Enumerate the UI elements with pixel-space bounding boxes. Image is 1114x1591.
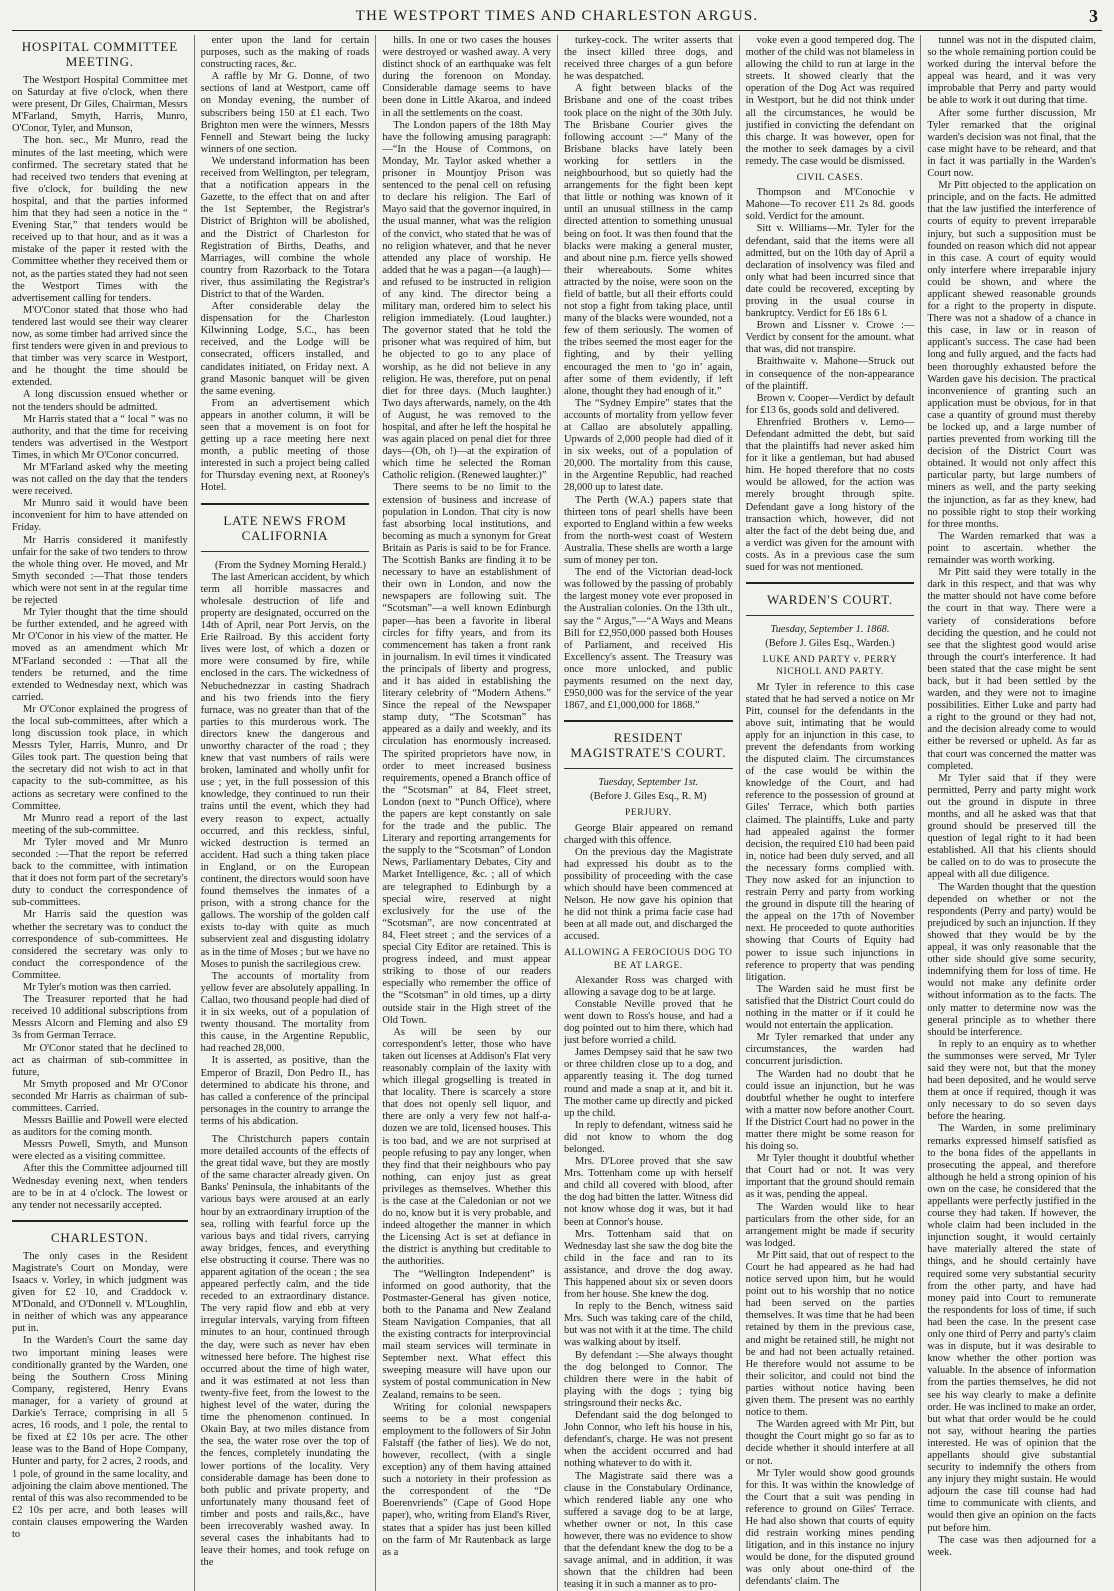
civil-heading: CIVIL CASES. bbox=[746, 172, 915, 184]
paragraph: The end of the Victorian dead-lock was followed by the passing of probably the largest money vote ever proposed in the Australian colonies. On the 13th ult., say the “ Argus,”—“A Ways and Means Bill for £2,950,000 passed both Houses of Parliament, and received His Excellency's assent. The Treasury was once more unlocked, and public payments resumed on the next day, £950,000 was for the service of the year 1867, and £1,000,000 for 1868.” bbox=[564, 567, 733, 712]
divider bbox=[746, 615, 915, 616]
paragraph: The Warden would like to hear particulars from the other side, for an arrangement might be made if security was lodged. bbox=[746, 1202, 915, 1250]
paragraph: Mr Harris considered it manifestly unfair for the sake of two tenders to throw the whole thing over. He moved, and Mr Smyth seconded :—That those tenders which were not sent in at the regular time be rejected bbox=[12, 535, 188, 608]
resident-bench: (Before J. Giles Esq., R. M) bbox=[564, 791, 733, 803]
paragraph: In reply to defendant, witness said he did not know to whom the dog belonged. bbox=[564, 1120, 733, 1156]
paragraph: Defendant said the dog belonged to John Connor, who left his house in his, defendant's, charge. He was not present when the accident occurred and had nothing whatever to do with it. bbox=[564, 1410, 733, 1470]
paragraph: The Magistrate said there was a clause in the Constabulary Ordinance, which rendered liable any one who suffered a savage dog to be at large, whether owner or not, In this case however, there was no evidence to show that the defendant knew the dog to be a savage animal, and in addition, it was shown that the children had been teasing it in such a manner as to pro- bbox=[564, 1471, 733, 1591]
warden-heading: WARDEN'S COURT. bbox=[746, 592, 915, 607]
paragraph: Thompson and M'Conochie v Mahone—To recover £11 2s 8d. goods sold. Verdict for the amount. bbox=[746, 187, 915, 223]
paragraph: After considerable delay the dispensation for the Charleston Kilwinning Lodge, S.C., has been received, and the Lodge will be consecrated, officers installed, and candidates initiated, on Friday next. A grand Masonic banquet will be given the same evening. bbox=[201, 301, 370, 398]
paragraph: Brown and Lissner v. Crowe :—Verdict by consent for the amount. what that was, did not transpire. bbox=[746, 320, 915, 356]
paragraph: Mr Harris stated that a “ local ” was no authority, and that the time for receiving tenders was advertised in the Westport Times, in which Mr O'Conor concurred. bbox=[12, 414, 188, 462]
paragraph: As will be seen by our correspondent's letter, those who have taken out licenses at Addison's Flat very reasonably complain of the laxity with which illegal grogselling is treated in that locality. There is scarcely a store that does not openly sell liquor, and there are only a very few not half-a-dozen we are told, licensed houses. This is too bad, and we are not surprised at people refusing to pay any longer, when they find that their neighbours who pay nothing, can enjoy just as great privileges as themselves. Whether this is the case at the Caledonian or not we do no, know but it is very probable, and indeed altogether the manner in which the Licensing Act is set at defiance in the district is anything but creditable to the authorities. bbox=[382, 1027, 551, 1269]
paragraph: Constable Neville proved that he went down to Ross's house, and had a dog pointed out to him there, which had just before worried a child. bbox=[564, 999, 733, 1047]
paragraph: Mr Tyler remarked that under any circumstances, the warden had concurrent jurisdiction. bbox=[746, 1032, 915, 1068]
perjury-body bbox=[564, 823, 733, 944]
paragraph: Writing for colonial newspapers seems to be a most congenial employment to the followers of Sir John Falstaff (the father of lies). We do not, however, recollect, (with a single exception) any of them having attained such a notoriety in their profession as the correspondent of the “De Boerenvriends” (Cape of Good Hope paper), who, writing from Eland's River, states that a spider has just been killed on the farm of Mr Rautenback as large as a bbox=[382, 1402, 551, 1559]
column-6 bbox=[920, 35, 1102, 1591]
warden-date: Tuesday, September 1. 1868. bbox=[746, 624, 915, 636]
paragraph: Sitt v. Williams—Mr. Tyler for the defendant, said that the items were all admitted, but on the 10th day of April a declaration of insolvency was filed and only what had been incurred since that date could be recovered, excepting by proving in the usual course in bankruptcy. Verdict for £6 18s 6 l. bbox=[746, 223, 915, 320]
paragraph: Mr Pitt said, that out of respect to the Court he had appeared as he had had notice served upon him, but he would point out to his worship that no notice had been served on the parties themselves. It was time that he had been retained by them in the previous case, and might be retained still, he might not be and had not been actually retained. He therefore would not assume to be their solicitor, and could not bind the parties without notice having been given them. The present was no earthly notice to them. bbox=[746, 1250, 915, 1419]
paragraph: The last American accident, by which term all horrible massacres and wholesale destruction of life and property are designated, occurred on the 14th of April, near Port Jervis, on the Erie Railroad. By this accident forty lives were lost, of which a dozen or more were consumed by fire, while enclosed in the cars. The wickedness of Nebuchednezzar in casting Shadrach and his two friends into the fiery furnace, was no greater than that of the parties to this murderous work. The directors knew the dangerous and unworthy character of the road ; they knew that vast numbers of rails were broken, laminated and wholly unfit for use ; yet, in the full possession of this knowledge, they continued to run their trains until the event, which they had every reason to expect, actually occurred, and this reckless, sinful, wicked destruction is termed an accident. Had such a thing taken place in England, or on the European continent, the directors would soon have found themselves the inmates of a prison, with a strong chance for the gallows. The worship of the golden calf exists to-day with quite as much subservient zeal and disgusting idolatry as in the time of Moses ; but we have no Moses to punish the sacrilegious crew. bbox=[201, 572, 370, 971]
paragraph: Mr Smyth proposed and Mr O'Conor seconded Mr Harris as chairman of sub-committees. Carried. bbox=[12, 1079, 188, 1115]
paragraph: Brown v. Cooper—Verdict by default for £13 6s, goods sold and delivered. bbox=[746, 393, 915, 417]
paragraph: The Warden agreed with Mr Pitt, but thought the Court might go so far as to decide whether it should interfere at all or not. bbox=[746, 1419, 915, 1467]
paragraph: Messrs Powell, Smyth, and Munson were elected as a visiting committee. bbox=[12, 1139, 188, 1163]
california-source: (From the Sydney Morning Herald.) bbox=[201, 560, 370, 572]
paragraph: We understand information has been received from Wellington, per telegram, that a notification appears in the Gazette, to the effect that on and after the 1st September, the Registrar's District of Brighton will be abolished, and the District of Charleston for Registration of Births, Deaths, and Marriages, will combine the whole country from Razorback to the Totara river, thus assimilating the Registrar's District to that of the Warden. bbox=[201, 156, 370, 301]
paragraph: The Warden said he must first be satisfied that the District Court could do nothing in the matter or if it could he would not entertain the application. bbox=[746, 984, 915, 1032]
col6-body bbox=[927, 35, 1096, 1559]
hospital-heading: HOSPITAL COMMITTEE MEETING. bbox=[12, 39, 188, 69]
paragraph: The Warden, in some preliminary remarks expressed himself satisfied as to the bona fides of the appellants in prosecuting the appeal, and therefore although he held a strong opinion of his own on the case, he considered that the appellants were perfectly justified in the course they had taken. If however, the whole claim had been included in the injunction sought, it would certainly have materially altered the state of things, and he should certainly have required some very substantial security from the other party, and have had money paid into Court to remunerate the respondents for loss of time, if such had been the case. In the present case only one third of Perry and party's claim was in dispute, but it was desirable to know whether the other portion was valuable. In the absence of information from the parties themselves, he did not see his way clearly to make a definite order. He was inclined to make an order, but what that order would be he could not say, without hearing the parties interested. He was of opinion that the appellants should give substantial security to indemnify the others from any injury they might sustain. He would adjourn the case till counse had had time to communicate with clients, and would then give an opinion on the facts put before him. bbox=[927, 1123, 1096, 1534]
paragraph: The Treasurer reported that he had received 10 additional subscriptions from Messrs Alcorn and Fleming and also £9 3s from German Terrace. bbox=[12, 994, 188, 1042]
paragraph: Mr Harris said the question was whether the secretary was to conduct the correspondence of sub-committees. He considered the secretary was only to conduct the correspondence of the Committee. bbox=[12, 909, 188, 982]
warden-body bbox=[746, 682, 915, 1589]
paragraph: The hon. sec., Mr Munro, read the minutes of the last meeting, which were confirmed. The secretary stated that he had received two tenders that evening at five o'clock, for building the new hospital, and that the parties informed him that they had seen a notice in the “ Evening Star,” that tenders would be received up to that hour, and as it was a mistake of the paper it rested with the Committee whether they received them or not, as the parties stated they had not seen the Westport Times with the advertisement calling for tenders. bbox=[12, 135, 188, 304]
paragraph: Mr Pitt objected to the application on principle, and on the facts. He admitted that the law justified the interference of courts of equity to prevent irreparable injury, but such a supposition must be founded on reason which did not appear in this case. A court of equity would only interfere where irreparable injury could be shown, and where the applicant shewed reasonable grounds for a right to the property in dispute. There was not a shadow of a chance in this case, in law or in reason of applicant's success. The case had been long and fully argued, and the facts had been thoroughly exhausted before the Warden gave his decision. The practical inconvenience of granting such an application must be obvious, for in that case a quantity of ground must thereby be locked up, and a large number of parties prevented from working till the decision of the District Court was obtained. It would not only affect this particular party, but large numbers of miners as well, and the party seeking the injunction, as far as they knew, had no possible right to stop their working for three months. bbox=[927, 180, 1096, 531]
paragraph: The “Sydney Empire” states that the accounts of mortality from yellow fever at Callao are absolutely appalling. Upwards of 2,000 people had died of it in six weeks, out of a population of 20,000. The mortality from this cause, in the Argentine Republic, had reached 28,000 up to latest date. bbox=[564, 398, 733, 495]
paragraph: James Dempsey said that he saw two or three children close up to a dog, and apparently teasing it. The dog turned round and made a snap at it, and bit it. The mother came up directly and picked up the child. bbox=[564, 1047, 733, 1120]
paragraph: The Perth (W.A.) papers state that thirteen tons of pearl shells have been exported to England within a few weeks from the north-west coast of Western Australia. These shells are worth a large sum of money per ton. bbox=[564, 495, 733, 568]
paragraph: Mr O'Conor stated that he declined to act as chairman of sub-committee in future, bbox=[12, 1043, 188, 1079]
charleston-heading: CHARLESTON. bbox=[12, 1230, 188, 1245]
paragraph: There seems to be no limit to the extension of business and increase of population in London. That city is now fast absorbing local institutions, and becoming as much a synonym for Great Britain as Paris is said to be for France. The Scottish Banks are finding it to be necessary to have an establishment of their own in London, and now the newspapers are following suit. The “Scotsman”—a well known Edinburgh paper—has been a favorite in liberal circles for fifty years, and from its commencement has taken a front rank in journalism. In evil times it vindicated the principals of liberty and progress, and it has aided in establishing the literary celebrity of “Modern Athens.” Since the repeal of the Newspaper stamp duty, “The Scotsman” has appeared as a daily and weekly, and its circulation has enormously increased. The spirited proprietors have now, in order to meet increased business requirements, opened a Branch office of the “Scotsman” at 84, Fleet street, London (next to “Punch Office), where the papers are kept constantly on sale for the trade and the public. The Literary and reporting arrangements for the supply to the “Scotsman” of London News, Parliamentary Debates, City and Market Intelligence, &c. ; all of which are telegraphed to Edinburgh by a special wire, reserved at night exclusively for the use of the “Scotsman”, are now concentrated at 84, Fleet street ; and the services of a special City Editor are retained. This is progress indeed, and must appear striking to those of our readers especially who remember the office of the “Scotsman” in old times, up a dirty outside stair in the High street of the Old Town. bbox=[382, 482, 551, 1026]
paragraph: The Westport Hospital Committee met on Saturday at five o'clock, when there were present, Dr Giles, Chairman, Messrs M'Farland, Smyth, Harris, Munro, O'Conor, Tyler, and Munson, bbox=[12, 75, 188, 135]
paragraph: Mr Tyler said that if they were permitted, Perry and party might work out the ground in dispute in three months, and all he asked was that that ground should be preserved till the question of legal right to it had been established. All that his clients should be called on to do was to prosecute the appeal with all due diligence. bbox=[927, 773, 1096, 882]
paragraph: Mr Tyler's motion was then carried. bbox=[12, 982, 188, 994]
divider bbox=[564, 768, 733, 769]
col2-top-body bbox=[201, 35, 370, 495]
paragraph: After some further discussion, Mr Tyler remarked that the original warden's decision was not final, that the case might have to be reheard, and that in fact it was partially in the Warden's Court now. bbox=[927, 108, 1096, 181]
warden-bench: (Before J. Giles Esq., Warden.) bbox=[746, 638, 915, 650]
hospital-body bbox=[12, 75, 188, 1212]
divider bbox=[201, 503, 370, 505]
paragraph: It is asserted, as positive, than the Emperor of Brazil, Don Pedro II., has determined to abdicate his throne, and has called a conference of the principal personages in the country to arrange the terms of his abdication. bbox=[201, 1055, 370, 1128]
california-heading: LATE NEWS FROM CALIFORNIA bbox=[201, 513, 370, 543]
paragraph: By defendant :—She always thought the dog belonged to Connor. The children there were in the habit of playing with the dogs ; tying big stringsround their necks &c. bbox=[564, 1350, 733, 1410]
paragraph: Mr O'Conor explained the progress of the local sub-committees, after which a long discussion took place, in which Messrs Tyler, Harris, Munro, and Dr Giles took part. The question being that the secretary did not wish to act in that capacity to the sub-committee, as his actions as secretary were confined to the Committee. bbox=[12, 704, 188, 813]
paragraph: A long discussion ensued whether or not the tenders should be admitted. bbox=[12, 389, 188, 413]
paragraph: In reply to an enquiry as to whether the summonses were served, Mr Tyler said they were not, but that the money had been deposited, and he would serve them at once if required, though it was only necessary to do so seven days before the hearing. bbox=[927, 1039, 1096, 1124]
paragraph: The only cases in the Resident Magistrate's Court on Monday, were Isaacs v. Vorley, in which judgment was given for £2 10, and Craddock v. M'Donald, and O'Donnell v. M'Loughlin, in neither of which was any appearance put in. bbox=[12, 1251, 188, 1336]
paragraph: Mr Munro read a report of the last meeting of the sub-committee. bbox=[12, 813, 188, 837]
paragraph: After this the Committee adjourned till Wednesday evening next, when tenders are to be in at 4 o'clock. The lowest or any tender not necessarily accepted. bbox=[12, 1163, 188, 1211]
paragraph: The Warden thought that the question depended on whether or not the respondents (Perry and party) would be prejudiced by such an injunction. If they showed that they would be by the appeal, it was only reasonable that the other side should give some security, indemnifying them for loss of time. He would not make any definite order without information as to the facts. The only matter to determine now was the general principle as to whether there should be interference. bbox=[927, 882, 1096, 1039]
christchurch-body bbox=[201, 1134, 370, 1569]
divider bbox=[201, 551, 370, 552]
paragraph: Mrs. D'Loree proved that she saw Mrs. Tottenham come up with herself and child all covered with blood, after the dog had bitten the latter. Witness did not know whose dog it was, but it had been at Connor's house. bbox=[564, 1156, 733, 1229]
resident-heading: RESIDENT MAGISTRATE'S COURT. bbox=[564, 730, 733, 760]
paragraph: Mrs. Tottenham said that on Wednesday last she saw the dog bite the child in the face and ran to its assistance, and drove the dog away. This happened about six or seven doors from her house. She knew the dog. bbox=[564, 1229, 733, 1302]
paragraph: George Blair appeared on remand charged with this offence. bbox=[564, 823, 733, 847]
column-4 bbox=[557, 35, 739, 1591]
paragraph: Mr M'Farland asked why the meeting was not called on the day that the tenders were received. bbox=[12, 462, 188, 498]
paragraph: Mr Tyler thought that the time should be further extended, and he agreed with Mr O'Conor in his view of the matter. He moved as an amendment which Mr M'Farland seconded : —That all the tenders be returned, and the time extended to Wednesday next, which was carried. bbox=[12, 607, 188, 704]
paragraph: Mr Pitt said they were totally in the dark in this respect, and that was why the matter should not have come before the court in that way. There were a variety of considerations before deciding the question, and he could not see that the slightest good would arise through the court's interference. It had been stated that the case might be sent back, but it had been settled by the warden, and they were not to imagine possibilities. Either Luke and party had a right to the ground or they had not, and the decision already come to would either be reversed or upheld. As far as that court was concerned the matter was completed. bbox=[927, 567, 1096, 773]
newspaper-title: THE WESTPORT TIMES AND CHARLESTON ARGUS. bbox=[12, 8, 1102, 25]
paragraph: The London papers of the 18th May have the following amusing paragraph: —“In the House of Commons, on Monday, Mr. Taylor asked whether a prisoner in Mountjoy Prison was sentenced to the penal cell on refusing to declare his religion. The Earl of Mayo said that the governor inquired, in the usual manner, what was the religion of the convict, who stated that he was of no religion whatever, and that he never attended any place of worship. He added that he was a pagan—(a laugh)—and refused to be instructed in religion of any kind. The director being a military man, ordered him to select his religion immediately. (Loud laughter.) The governor stated that he told the prisoner what was required of him, but he objected to go to any place of worship, as he did not believe in any religion. He was, therefore, put on penal diet for three days. (Much laughter.) Two days afterwards, namely, on the 4th of August, he was removed to the hospital, and after he left the hospital he was again placed on penal diet for three days—(Oh, oh !)—at the expiration of which time he selected the Roman Catholic religion. (Renewed laughter.)” bbox=[382, 120, 551, 483]
paragraph: tunnel was not in the disputed claim, so the whole remaining portion could be worked during the interval before the appeal was heard, and it was very improbable that Perry and party would be able to work it out during that time. bbox=[927, 35, 1096, 108]
paragraph: Mr Munro said it would have been inconvenient for him to have attended on Friday. bbox=[12, 498, 188, 534]
col5-top-body bbox=[746, 35, 915, 168]
paragraph: Mr Tyler thought it doubtful whether that Court had or not. It was very important that the ground should remain as it was, pending the appeal. bbox=[746, 1153, 915, 1201]
paragraph: From an advertisement which appears in another column, it will be seen that a movement is on foot for getting up a race meeting here next month, a public meeting of those interested in such a project being called for Thursday evening next, at Rooney's Hotel. bbox=[201, 398, 370, 495]
masthead bbox=[12, 6, 1102, 31]
paragraph: A raffle by Mr G. Donne, of two sections of land at Westport, came off on Monday evening, the number of subscribers being 150 at £1 each. Two Brighton men were the winners, Messrs Fennell and Stewart being the lucky winners of one section. bbox=[201, 71, 370, 156]
page-number: 3 bbox=[1089, 6, 1098, 27]
paragraph: In reply to the Bench, witness said Mrs. Such was taking care of the child, but was not with it at the time. The child was walking about by itself. bbox=[564, 1301, 733, 1349]
paragraph: The “Wellington Independent” is informed on good authority, that the Postmaster-General has given notice, both to the Panama and New Zealand Steam Navigation Companies, that all the existing contracts for interprovincial mail steam services will terminate in September next. What effect this sweeping measure will have upon our system of postal communication in New Zealand, remains to be seen. bbox=[382, 1269, 551, 1402]
paragraph: enter upon the land for certain purposes, such as the making of roads constructing races, &c. bbox=[201, 35, 370, 71]
paragraph: voke even a good tempered dog. The mother of the child was not blameless in allowing the child to run at large in the streets. It showed clearly that the operation of the Dog Act was required in Westport, but he did not think under all the circumstances, he would be justified in convicting the defendant on this charge. It was however, open for the mother to seek damages by a civil remedy. The case would be dismissed. bbox=[746, 35, 915, 168]
col3-body bbox=[382, 35, 551, 1559]
column-3 bbox=[375, 35, 557, 1591]
paragraph: Ehrenfried Brothers v. Lemo—Defendant admitted the debt, but said that the plaintiffs had never asked him for it like a gentleman, but had abused him. He hoped therefore that no costs would be allowed, for the action was merely brought through spite. Defendant gave a long history of the transaction which, however, did not alter the fact of the debt being due, and a verdict was given for the amount with costs. As in a previous case the sum sued for was not mentioned. bbox=[746, 417, 915, 574]
paragraph: Alexander Ross was charged with allowing a savage dog to be at large. bbox=[564, 975, 733, 999]
divider bbox=[564, 720, 733, 722]
column-1 bbox=[12, 35, 194, 1591]
column-2 bbox=[194, 35, 376, 1591]
dog-heading: ALLOWING A FEROCIOUS DOG TO BE AT LARGE. bbox=[564, 947, 733, 971]
paragraph: The Christchurch papers contain more detailed accounts of the effects of the great tidal wave, but they are mostly of the same character already given. On Banks' Peninsula, the inhabitants of the various bays were aroused at an early hour by an extraordinary irruption of the sea, rolling with fearful force up the various bays and tidal rivers, carrying away bridges, fences, and everything else obstructing it course. There was no apparent agitation of the ocean ; the sea appeared perfectly calm, and the tide receded to an extraordinary distance. The very rapid flow and ebb at very irregular intervals, varying from fifteen minutes to an hour, continued through the day, were such as never hav eben witnessed here before. The highest rise occurred about the time of high water, and it was estimated at not less than twenty-five feet, from the lowest to the highest level of the water, during the time the phenomenon continued. In Okain Bay, at two miles distance from the sea, the water rose over the top of the fences, completely inundating the lower portions of the locality. Very considerable damage has been done to both public and private property, and unfortunately many thousand feet of timber and posts and rails,&c., have been irrecoverably washed away. In several cases the inhabitants had to leave their homes, and took refuge on the bbox=[201, 1134, 370, 1569]
paragraph: M'O'Conor stated that those who had tendered last would see their way clearer now, as some timber had arrived since the first tenders were given in and previous to that timber was very scarce in Westport, and he thought the time should be extended. bbox=[12, 305, 188, 390]
perjury-heading: PERJURY. bbox=[564, 807, 733, 819]
warden-parties: LUKE AND PARTY v. PERRY NICHOLL AND PARTY. bbox=[746, 654, 915, 678]
paragraph: The case was then adjourned for a week. bbox=[927, 1535, 1096, 1559]
paragraph: Mr Tyler would show good grounds for this. It was within the knowledge of the Court that a suit was pending in reference to ground on Giles' Terrace. He had also shown that courts of equity did restrain working mines pending litigation, and in this instance no injury would be done, for the disputed ground was only about one-third of the defendants' claim. The bbox=[746, 1468, 915, 1589]
paragraph: The Warden remarked that was a point to ascertain. whether the remainder was worth working. bbox=[927, 531, 1096, 567]
divider bbox=[12, 1220, 188, 1222]
paragraph: The accounts of mortality from yellow fever are absolutely appalling. In Callao, two thousand people had died of it in six weeks, out of a population of twenty thousand. The mortality from this cause, in the Argentine Republic, had reached 28,000. bbox=[201, 971, 370, 1056]
paragraph: Braithwaite v. Mahone—Struck out in consequence of the non-appearance of the plaintiff. bbox=[746, 356, 915, 392]
col4-top-body bbox=[564, 35, 733, 712]
dog-body bbox=[564, 975, 733, 1591]
paragraph: Mr Tyler moved and Mr Munro seconded :—That the report be referred back to the committee, with intimation that it does not form part of the secretary's duty to conduct the correspondence of sub-committees. bbox=[12, 837, 188, 910]
resident-date: Tuesday, September 1st. bbox=[564, 777, 733, 789]
civil-body bbox=[746, 187, 915, 574]
paragraph: On the previous day the Magistrate had expressed his doubt as to the possibility of proceeding with the case which should have been commenced at Nelson. He now gave his opinion that he did not think a prima facie case had been at all made out, and discharged the accused. bbox=[564, 847, 733, 944]
charleston-body bbox=[12, 1251, 188, 1541]
column-5 bbox=[739, 35, 921, 1591]
paragraph: The Warden had no doubt that he could issue an injunction, but he was doubtful whether he ought to interfere with a matter now before another Court. If the District Court had no power in the matter there might be some reason for his doing so. bbox=[746, 1069, 915, 1154]
paragraph: Messrs Baillie and Powell were elected as auditors for the coming month. bbox=[12, 1115, 188, 1139]
paragraph: turkey-cock. The writer asserts that the insect killed three dogs, and received three charges of a gun before he was despatched. bbox=[564, 35, 733, 83]
paragraph: A fight between blacks of the Brisbane and one of the coast tribes took place on the night of the 30th July. The Brisbane Courier gives the following account :—“ Many of the Brisbane blacks have lately been working for settlers in the neighbourhood, but so quietly had the arrangements for the fight been kept that little or nothing was known of it until an unusual stillness in the camp directed attention to something unusual being on foot. It was then found that the blacks were making a general muster, and about nine p.m. fierce yells showed their whereabouts. Some whites attracted by the noise, were soon on the field of battle, but all their efforts could not stop a fight from taking place, until many of the blacks were wounded, not a few of them seriously. The women of the tribes seemed the most eager for the fighting, and by their yelling encouraged the men to ‘go in’ again, after some of them evidently, if left alone, thought they had enough of it.” bbox=[564, 83, 733, 397]
paragraph: Mr Tyler in reference to this case stated that he had served a notice on Mr Pitt, counsel for the defendants in the above suit, intimating that he would apply for an injunction in this case, to prevent the defendants from working the disputed claim. The circumstances of the case would be within the knowledge of the Court, and had reference to the possession of ground at Giles' Terrace, which both parties claimed. The plaintiffs, Luke and party had appealed against the former decision, the required £10 had been paid in, notice had been duly served, and all the necessary forms complied with. They now asked for an injunction to restrain Perry and party from working the ground in dispute till the hearing of the appeal on the 17th of November next. He proceeded to quote authorities showing that Courts of Equity had power to issue such injunctions in reference to property that was pending litigation. bbox=[746, 682, 915, 984]
divider bbox=[746, 582, 915, 584]
columns bbox=[12, 35, 1102, 1397]
paragraph: In the Warden's Court the same day two important mining leases were conditionally granted by the Warden, one being the Southern Cross Mining Company, registered, Henry Evans manager, for a variety of ground at Darkie's Terrace, comprising in all 5 acres, 16 roods, and 1 pole, the rental to be fixed at £2 10s per acre. The other lease was to the Band of Hope Company, Hunter and party, for 2 acres, 2 roods, and 1 pole, of ground in the same locality, and adjoining the claim above mentioned. The rental of this was also recommended to be £2 10s per acre, and both leases will contain clauses empowering the Warden to bbox=[12, 1335, 188, 1541]
california-body bbox=[201, 572, 370, 1128]
paragraph: hills. In one or two cases the houses were destroyed or washed away. A very distinct shock of an earthquake was felt during the forenoon on Monday. Considerable damage seems to have been done in Little Akaroa, and indeed in all the settlements on the coast. bbox=[382, 35, 551, 120]
